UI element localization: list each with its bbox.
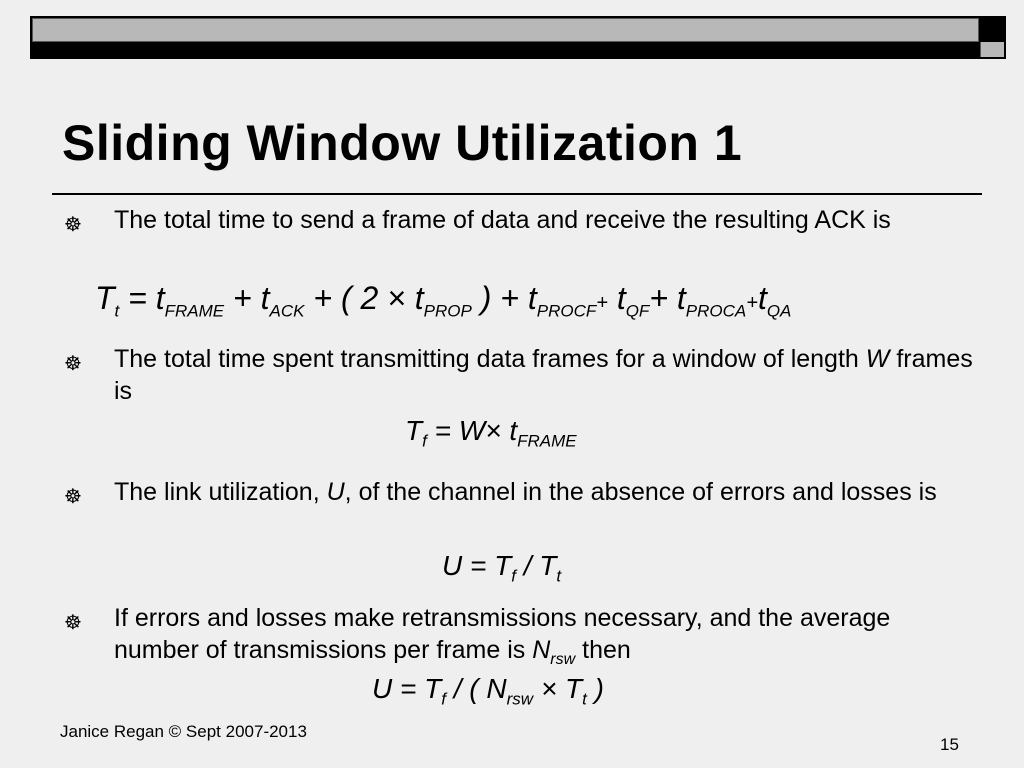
header-bar-gray bbox=[32, 18, 979, 42]
bullet-2-text: The total time spent transmitting data frames for a window of length W frames is bbox=[114, 345, 973, 405]
equation-utilization-retransmit: $U = T_f$ / ( $N_{rsw} \times T_t$ ) bbox=[372, 673, 604, 709]
bullet-1-text: The total time to send a frame of data and receive the resulting ACK is bbox=[114, 206, 891, 234]
bullet-3-text: The link utilization, U, of the channel in the absence of errors and losses is bbox=[114, 478, 937, 506]
header-square-gray bbox=[980, 42, 1004, 57]
title-divider bbox=[52, 193, 982, 195]
equation-total-time: $T_t = t_{FRAME} + t_{ACK}$ + ( $2 \times t_{PROP}$ ) + $t_{PROCF}+ t_{QF}+ t_{PROCA}+t_{QA}$ bbox=[95, 280, 792, 321]
slide-title: Sliding Window Utilization 1 bbox=[62, 115, 743, 171]
equation-transmit-time: $T_f = W\times t_{FRAME}$ bbox=[405, 415, 577, 451]
header-square-black bbox=[980, 18, 1003, 40]
page-number: 15 bbox=[940, 735, 959, 754]
bullet-icon: ☸ bbox=[64, 351, 82, 375]
bullet-icon: ☸ bbox=[64, 212, 82, 236]
equation-utilization: $U = T_f / T_t$ bbox=[442, 550, 562, 586]
bullet-icon: ☸ bbox=[64, 610, 82, 634]
footer-copyright: Janice Regan © Sept 2007-2013 bbox=[60, 722, 307, 741]
bullet-4-text: If errors and losses make retransmissions necessary, and the average number of transmissions per frame is $N_{rsw}$ then bbox=[114, 604, 891, 668]
bullet-icon: ☸ bbox=[64, 484, 82, 508]
